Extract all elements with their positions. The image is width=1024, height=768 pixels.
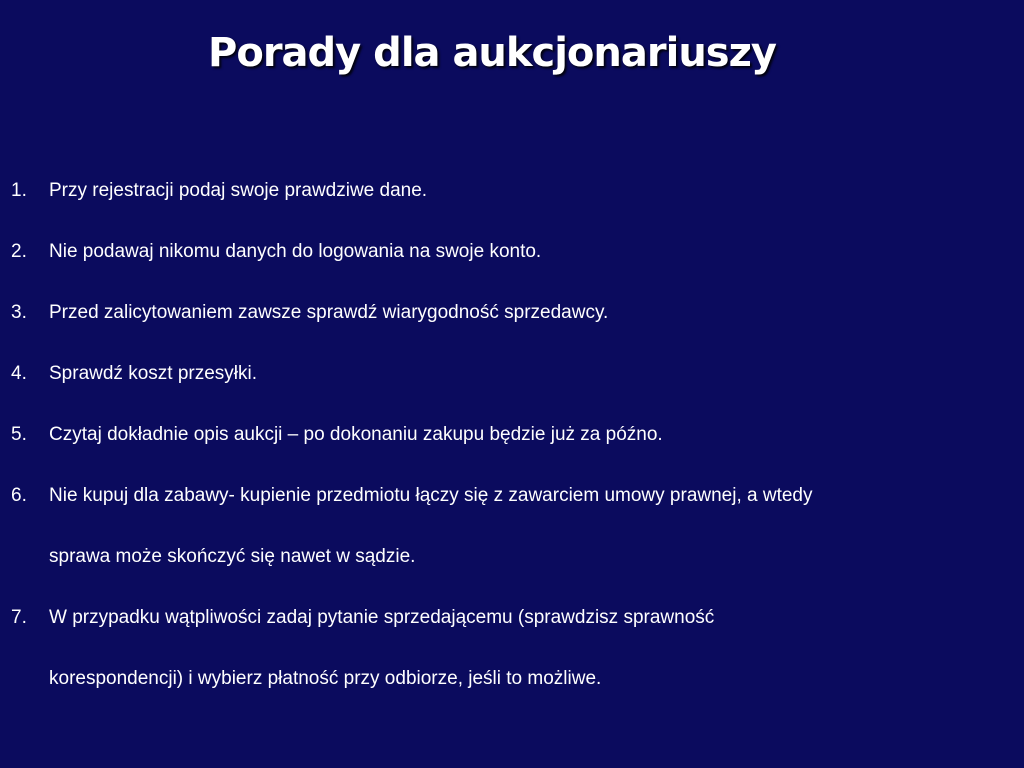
item-text: Przed zalicytowaniem zawsze sprawdź wiarygodność sprzedawcy.	[49, 302, 609, 323]
item-number: 4.	[11, 363, 27, 384]
item-number: 3.	[11, 302, 27, 323]
list-item	[0, 282, 1010, 343]
item-text-continuation: sprawa może skończyć się nawet w sądzie.	[49, 546, 416, 567]
item-number: 2.	[11, 241, 27, 262]
slide-title: Porady dla aukcjonariuszy	[208, 30, 776, 76]
item-text: Sprawdź koszt przesyłki.	[49, 363, 258, 384]
list-item	[0, 465, 1010, 587]
item-text-continuation: korespondencji) i wybierz płatność przy odbiorze, jeśli to możliwe.	[49, 668, 602, 689]
item-number: 6.	[11, 485, 27, 506]
item-number: 7.	[11, 607, 27, 628]
item-text: Czytaj dokładnie opis aukcji – po dokonaniu zakupu będzie już za późno.	[49, 424, 663, 445]
list-item	[0, 404, 1010, 465]
item-text: Nie podawaj nikomu danych do logowania na swoje konto.	[49, 241, 542, 262]
list-item	[0, 160, 1010, 221]
tips-list	[0, 160, 1010, 709]
list-item	[0, 221, 1010, 282]
item-text: Nie kupuj dla zabawy- kupienie przedmiotu łączy się z zawarciem umowy prawnej, a wtedy	[49, 485, 813, 506]
item-number: 5.	[11, 424, 27, 445]
item-text: W przypadku wątpliwości zadaj pytanie sprzedającemu (sprawdzisz sprawność	[49, 607, 715, 628]
item-text: Przy rejestracji podaj swoje prawdziwe dane.	[49, 180, 428, 201]
item-number: 1.	[11, 180, 27, 201]
list-item	[0, 343, 1010, 404]
list-item	[0, 587, 1010, 709]
